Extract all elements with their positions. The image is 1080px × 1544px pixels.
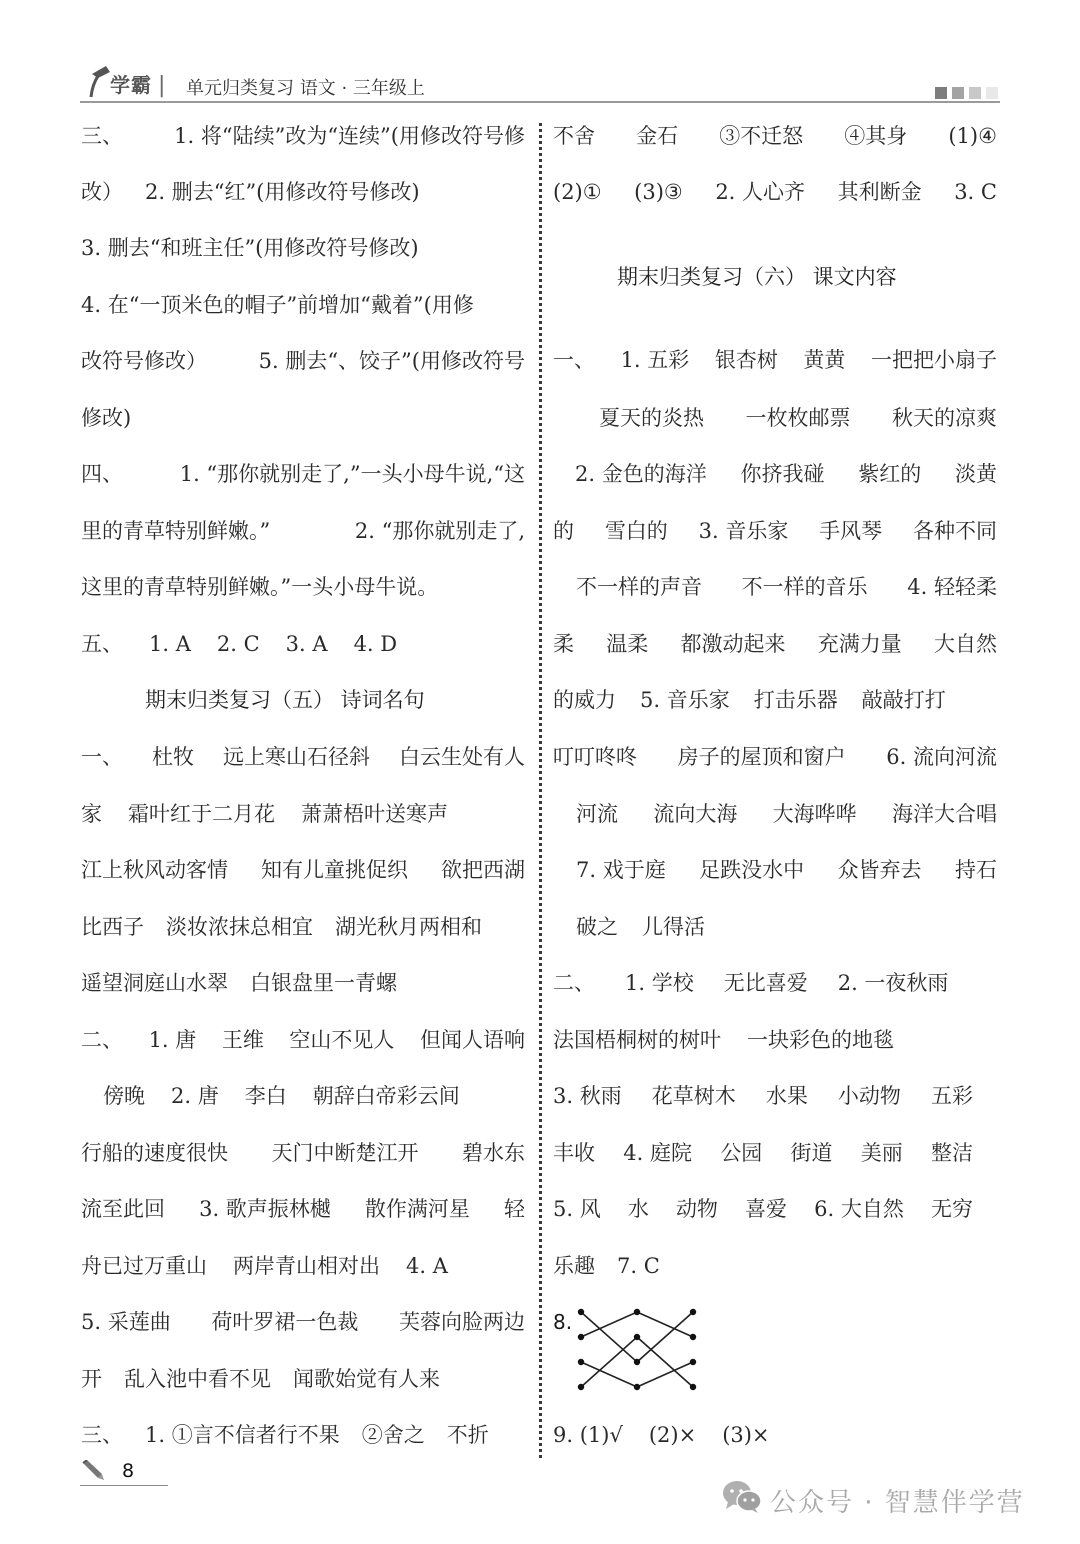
answer-line bbox=[81, 403, 525, 433]
answer-line bbox=[81, 968, 525, 998]
answer-text: 小动物 bbox=[837, 1084, 901, 1108]
section-marker: 三、 bbox=[81, 124, 123, 148]
answer-text: 无比喜爱 bbox=[723, 971, 808, 995]
answer-text: 水果 bbox=[765, 1084, 808, 1108]
answer-text: 叮叮咚咚 bbox=[553, 745, 637, 769]
answer-line bbox=[553, 1251, 997, 1281]
answer-text: 2. 删去“红”(用修改符号修改) bbox=[145, 180, 420, 204]
answer-text: 不一样的音乐 bbox=[741, 575, 868, 599]
answer-text: 紫红的 bbox=[858, 462, 922, 486]
answer-text: 黄黄 bbox=[803, 348, 846, 372]
answer-text: 3. A bbox=[285, 632, 328, 656]
answer-text: 流向大海 bbox=[653, 802, 738, 826]
answer-text: 1. 唐 bbox=[148, 1028, 197, 1052]
answer-text: 2. 金色的海洋 bbox=[575, 462, 707, 486]
answer-text: 远上寒山石径斜 bbox=[223, 745, 370, 769]
answer-line bbox=[81, 1364, 525, 1394]
answer-text: 都激动起来 bbox=[680, 632, 786, 656]
answer-text: 李白 bbox=[244, 1084, 287, 1108]
section-marker: 四、 bbox=[81, 462, 123, 486]
answer-text: 修改) bbox=[81, 406, 132, 430]
answer-text: (2)× bbox=[648, 1423, 697, 1447]
section-marker: 二、 bbox=[553, 971, 595, 995]
answer-text: 街道 bbox=[790, 1141, 833, 1165]
footer-rule bbox=[80, 1485, 168, 1486]
answer-text: 各种不同 bbox=[912, 519, 997, 543]
answer-line bbox=[81, 346, 525, 376]
answer-text: 2. 唐 bbox=[171, 1084, 219, 1108]
answer-text: 2. “那你就别走了, bbox=[354, 519, 525, 543]
answer-text: 足跌没水中 bbox=[699, 858, 805, 882]
answer-text: 持石 bbox=[954, 858, 997, 882]
answer-text: 3. 音乐家 bbox=[698, 519, 789, 543]
page-number: 8 bbox=[122, 1460, 135, 1482]
answer-line bbox=[81, 516, 525, 546]
answer-text: 一块彩色的地毯 bbox=[747, 1028, 894, 1052]
matching-lines-diagram bbox=[553, 1300, 713, 1400]
answer-text: 7. C bbox=[617, 1254, 660, 1278]
answer-text: 1. “那你就别走了,”一头小母牛说,“这 bbox=[179, 462, 525, 486]
answer-text: 知有儿童挑促织 bbox=[261, 858, 408, 882]
answer-text: 乐趣 bbox=[553, 1254, 595, 1278]
answer-text: 两岸青山相对出 bbox=[233, 1254, 380, 1278]
answer-line bbox=[81, 1307, 525, 1337]
answer-text: 夏天的炎热 bbox=[599, 406, 704, 430]
answer-text: 杜牧 bbox=[152, 745, 194, 769]
answer-text: 温柔 bbox=[606, 632, 649, 656]
answer-text: 大自然 bbox=[934, 632, 997, 656]
answer-text: 海洋大合唱 bbox=[891, 802, 997, 826]
answer-line bbox=[103, 1081, 547, 1111]
section-heading-six: 期末归类复习（六） 课文内容 bbox=[617, 265, 897, 289]
answer-text: 柔 bbox=[553, 632, 574, 656]
answer-text: 5. 音乐家 bbox=[640, 688, 730, 712]
answer-text: 淡妆浓抹总相宜 bbox=[166, 915, 313, 939]
answer-text: 9. (1)√ bbox=[553, 1423, 623, 1447]
answer-line bbox=[553, 121, 997, 151]
answer-line bbox=[576, 799, 997, 829]
section-marker: 三、 bbox=[81, 1423, 123, 1447]
square-1 bbox=[935, 87, 947, 99]
answer-line bbox=[81, 855, 525, 885]
answer-text: 散作满河星 bbox=[364, 1197, 470, 1221]
answer-line bbox=[553, 1138, 973, 1168]
answer-text: 改） bbox=[81, 180, 123, 204]
answer-line bbox=[553, 968, 997, 998]
logo bbox=[88, 66, 165, 98]
answer-line bbox=[576, 855, 997, 885]
answer-text: 2. 人心齐 bbox=[715, 180, 806, 204]
answer-text: 比西子 bbox=[81, 915, 144, 939]
answer-line bbox=[576, 572, 997, 602]
answer-text: 行船的速度很快 bbox=[81, 1141, 228, 1165]
section-marker: 五、 bbox=[81, 632, 123, 656]
answer-text: 4. A bbox=[406, 1254, 448, 1278]
answer-line bbox=[553, 516, 997, 546]
answer-text: 2. C bbox=[216, 632, 260, 656]
section-heading-five: 期末归类复习（五） 诗词名句 bbox=[145, 688, 425, 712]
answer-line bbox=[81, 1138, 525, 1168]
answer-text: 金石 bbox=[636, 124, 679, 148]
answer-text: (1)④ bbox=[948, 124, 997, 148]
answer-text: 打击乐器 bbox=[753, 688, 838, 712]
answer-line bbox=[553, 1194, 973, 1224]
book-title: 单元归类复习 语文 · 三年级上 bbox=[186, 78, 425, 99]
answer-line bbox=[575, 459, 997, 489]
answer-text: 手风琴 bbox=[819, 519, 883, 543]
header-rule bbox=[80, 101, 1000, 103]
answer-text: 开 bbox=[81, 1367, 102, 1391]
page-header bbox=[80, 62, 1000, 104]
answer-line bbox=[81, 290, 525, 320]
answer-text: 花草树木 bbox=[651, 1084, 736, 1108]
answer-text: 的威力 bbox=[553, 688, 616, 712]
answer-text: 4. 在“一顶米色的帽子”前增加“戴着”(用修 bbox=[81, 293, 474, 317]
answer-text: 不折 bbox=[446, 1423, 489, 1447]
answer-text: ③不迁怒 bbox=[719, 124, 804, 148]
answer-text: 5. 采莲曲 bbox=[81, 1310, 171, 1334]
answer-text: 乱入池中看不见 bbox=[124, 1367, 271, 1391]
answer-line bbox=[81, 799, 525, 829]
answer-text: 不一样的声音 bbox=[576, 575, 702, 599]
answer-text: 7. 戏于庭 bbox=[576, 858, 666, 882]
answer-text: 儿得活 bbox=[642, 915, 705, 939]
answer-line bbox=[81, 1251, 525, 1281]
answer-text: ②舍之 bbox=[361, 1423, 425, 1447]
answer-text: 银杏树 bbox=[714, 348, 778, 372]
answer-text: 霜叶红于二月花 bbox=[128, 802, 275, 826]
answer-text: 这里的青草特别鲜嫩。”一头小母牛说。 bbox=[81, 575, 439, 599]
section-marker: 一、 bbox=[553, 348, 595, 372]
answer-text: 王维 bbox=[221, 1028, 264, 1052]
answer-text: 五彩 bbox=[930, 1084, 973, 1108]
answer-text: 白银盘里一青螺 bbox=[250, 971, 397, 995]
answer-text: 喜爱 bbox=[745, 1197, 788, 1221]
answer-text: 无穷 bbox=[930, 1197, 973, 1221]
answer-text: 一枚枚邮票 bbox=[745, 406, 851, 430]
answer-line bbox=[81, 572, 525, 602]
answer-line bbox=[553, 685, 997, 715]
answer-line bbox=[81, 1194, 525, 1224]
answer-line bbox=[553, 1420, 997, 1450]
answer-line bbox=[81, 1025, 525, 1055]
answer-line bbox=[81, 742, 525, 772]
answer-text: 天门中断楚江开 bbox=[271, 1141, 419, 1165]
answer-text: 6. 大自然 bbox=[814, 1197, 904, 1221]
answer-text: 6. 流向河流 bbox=[886, 745, 997, 769]
answer-line bbox=[81, 1420, 525, 1450]
answer-text: 家 bbox=[81, 802, 102, 826]
column-divider bbox=[539, 123, 542, 1458]
square-2 bbox=[952, 87, 964, 99]
answer-text: 3. 删去“和班主任”(用修改符号修改) bbox=[81, 236, 419, 260]
answer-text: 1. 学校 bbox=[625, 971, 694, 995]
answer-line bbox=[81, 177, 525, 207]
answer-line bbox=[576, 912, 1020, 942]
answer-text: 河流 bbox=[576, 802, 618, 826]
answer-text: (3)× bbox=[722, 1423, 770, 1447]
answer-text: 5. 风 bbox=[553, 1197, 601, 1221]
answer-text: 美丽 bbox=[860, 1141, 903, 1165]
graduation-cap-icon bbox=[88, 64, 110, 98]
answer-text: 3. 秋雨 bbox=[553, 1084, 622, 1108]
pencil-icon bbox=[80, 1460, 106, 1486]
answer-text: 碧水东 bbox=[462, 1141, 525, 1165]
answer-line bbox=[81, 912, 525, 942]
answer-text: 雪白的 bbox=[604, 519, 668, 543]
square-4 bbox=[986, 87, 998, 99]
answer-text: 丰收 bbox=[553, 1141, 595, 1165]
answer-line bbox=[81, 459, 525, 489]
answer-text: 的 bbox=[553, 519, 574, 543]
answer-text: 轻 bbox=[504, 1197, 525, 1221]
answer-text: 1. 五彩 bbox=[620, 348, 690, 372]
answer-line bbox=[553, 1081, 973, 1111]
answer-text: 1. A bbox=[149, 632, 191, 656]
answer-text: 白云生处有人 bbox=[399, 745, 525, 769]
answer-text: 水 bbox=[627, 1197, 649, 1221]
answer-text: 朝辞白帝彩云间 bbox=[312, 1084, 460, 1108]
answer-text: 江上秋风动客情 bbox=[81, 858, 228, 882]
answer-text: 其利断金 bbox=[837, 180, 922, 204]
answer-text: 敲敲打打 bbox=[861, 688, 946, 712]
answer-text: 舟已过万重山 bbox=[81, 1254, 207, 1278]
answer-text: 流至此回 bbox=[81, 1197, 165, 1221]
answer-text: 4. 轻轻柔 bbox=[907, 575, 997, 599]
answer-line bbox=[553, 345, 997, 375]
logo-text: 学霸 bbox=[110, 73, 152, 97]
answer-text: 公园 bbox=[720, 1141, 763, 1165]
answer-text: 3. 歌声振林樾 bbox=[199, 1197, 331, 1221]
wechat-icon bbox=[722, 1480, 762, 1521]
answer-text: 荷叶罗裙一色裁 bbox=[211, 1310, 359, 1334]
answer-text: 傍晚 bbox=[103, 1084, 145, 1108]
answer-text: 1. 将“陆续”改为“连续”(用修改符号修 bbox=[174, 124, 525, 148]
answer-text: 你挤我碰 bbox=[740, 462, 825, 486]
answer-line bbox=[81, 629, 525, 659]
answer-text: 空山不见人 bbox=[289, 1028, 395, 1052]
answer-text: (3)③ bbox=[634, 180, 683, 204]
answer-text: 法国梧桐树的树叶 bbox=[553, 1028, 721, 1052]
watermark bbox=[722, 1480, 1025, 1521]
answer-text: ④其身 bbox=[844, 124, 908, 148]
answer-line bbox=[599, 403, 997, 433]
answer-text: 改符号修改） bbox=[81, 349, 207, 373]
answer-line bbox=[81, 121, 525, 151]
answer-text: 秋天的凉爽 bbox=[892, 406, 997, 430]
answer-text: 里的青草特别鲜嫩。” bbox=[81, 519, 271, 543]
page-footer bbox=[80, 1458, 168, 1488]
answer-text: 萧萧梧叶送寒声 bbox=[301, 802, 448, 826]
answer-text: 4. 庭院 bbox=[623, 1141, 692, 1165]
answer-text: 遥望洞庭山水翠 bbox=[81, 971, 228, 995]
answer-text: 整洁 bbox=[930, 1141, 973, 1165]
answer-line bbox=[553, 177, 997, 207]
answer-text: 充满力量 bbox=[817, 632, 902, 656]
answer-text: (2)① bbox=[553, 180, 602, 204]
section-marker: 二、 bbox=[81, 1028, 123, 1052]
item-number: 8. bbox=[553, 1310, 573, 1334]
answer-text: 房子的屋顶和窗户 bbox=[677, 745, 846, 769]
answer-text: 4. D bbox=[353, 632, 398, 656]
answer-line bbox=[553, 742, 997, 772]
logo-separator: | bbox=[158, 73, 166, 98]
answer-line bbox=[553, 629, 997, 659]
answer-text: 破之 bbox=[576, 915, 618, 939]
answer-text: 湖光秋月两相和 bbox=[335, 915, 482, 939]
answer-text: 但闻人语响 bbox=[419, 1028, 525, 1052]
answer-text: 2. 一夜秋雨 bbox=[837, 971, 949, 995]
answer-text: 1. ①言不信者行不果 bbox=[145, 1423, 340, 1447]
header-squares-decoration bbox=[935, 87, 998, 99]
answer-text: 淡黄 bbox=[954, 462, 997, 486]
section-marker: 一、 bbox=[81, 745, 123, 769]
square-3 bbox=[969, 87, 981, 99]
answer-line bbox=[553, 1025, 997, 1055]
answer-text: 3. C bbox=[954, 180, 997, 204]
answer-text: 不舍 bbox=[553, 124, 595, 148]
answer-line bbox=[81, 233, 525, 263]
answer-text: 欲把西湖 bbox=[441, 858, 525, 882]
answer-text: 芙蓉向脸两边 bbox=[399, 1310, 525, 1334]
answer-text: 闻歌始觉有人来 bbox=[293, 1367, 440, 1391]
answer-text: 一把把小扇子 bbox=[870, 348, 997, 372]
answer-text: 5. 删去“、饺子”(用修改符号 bbox=[258, 349, 525, 373]
watermark-text: 公众号 · 智慧伴学营 bbox=[770, 1488, 1025, 1518]
answer-text: 动物 bbox=[675, 1197, 718, 1221]
answer-text: 大海哗哗 bbox=[772, 802, 857, 826]
answer-text: 众皆弃去 bbox=[837, 858, 922, 882]
